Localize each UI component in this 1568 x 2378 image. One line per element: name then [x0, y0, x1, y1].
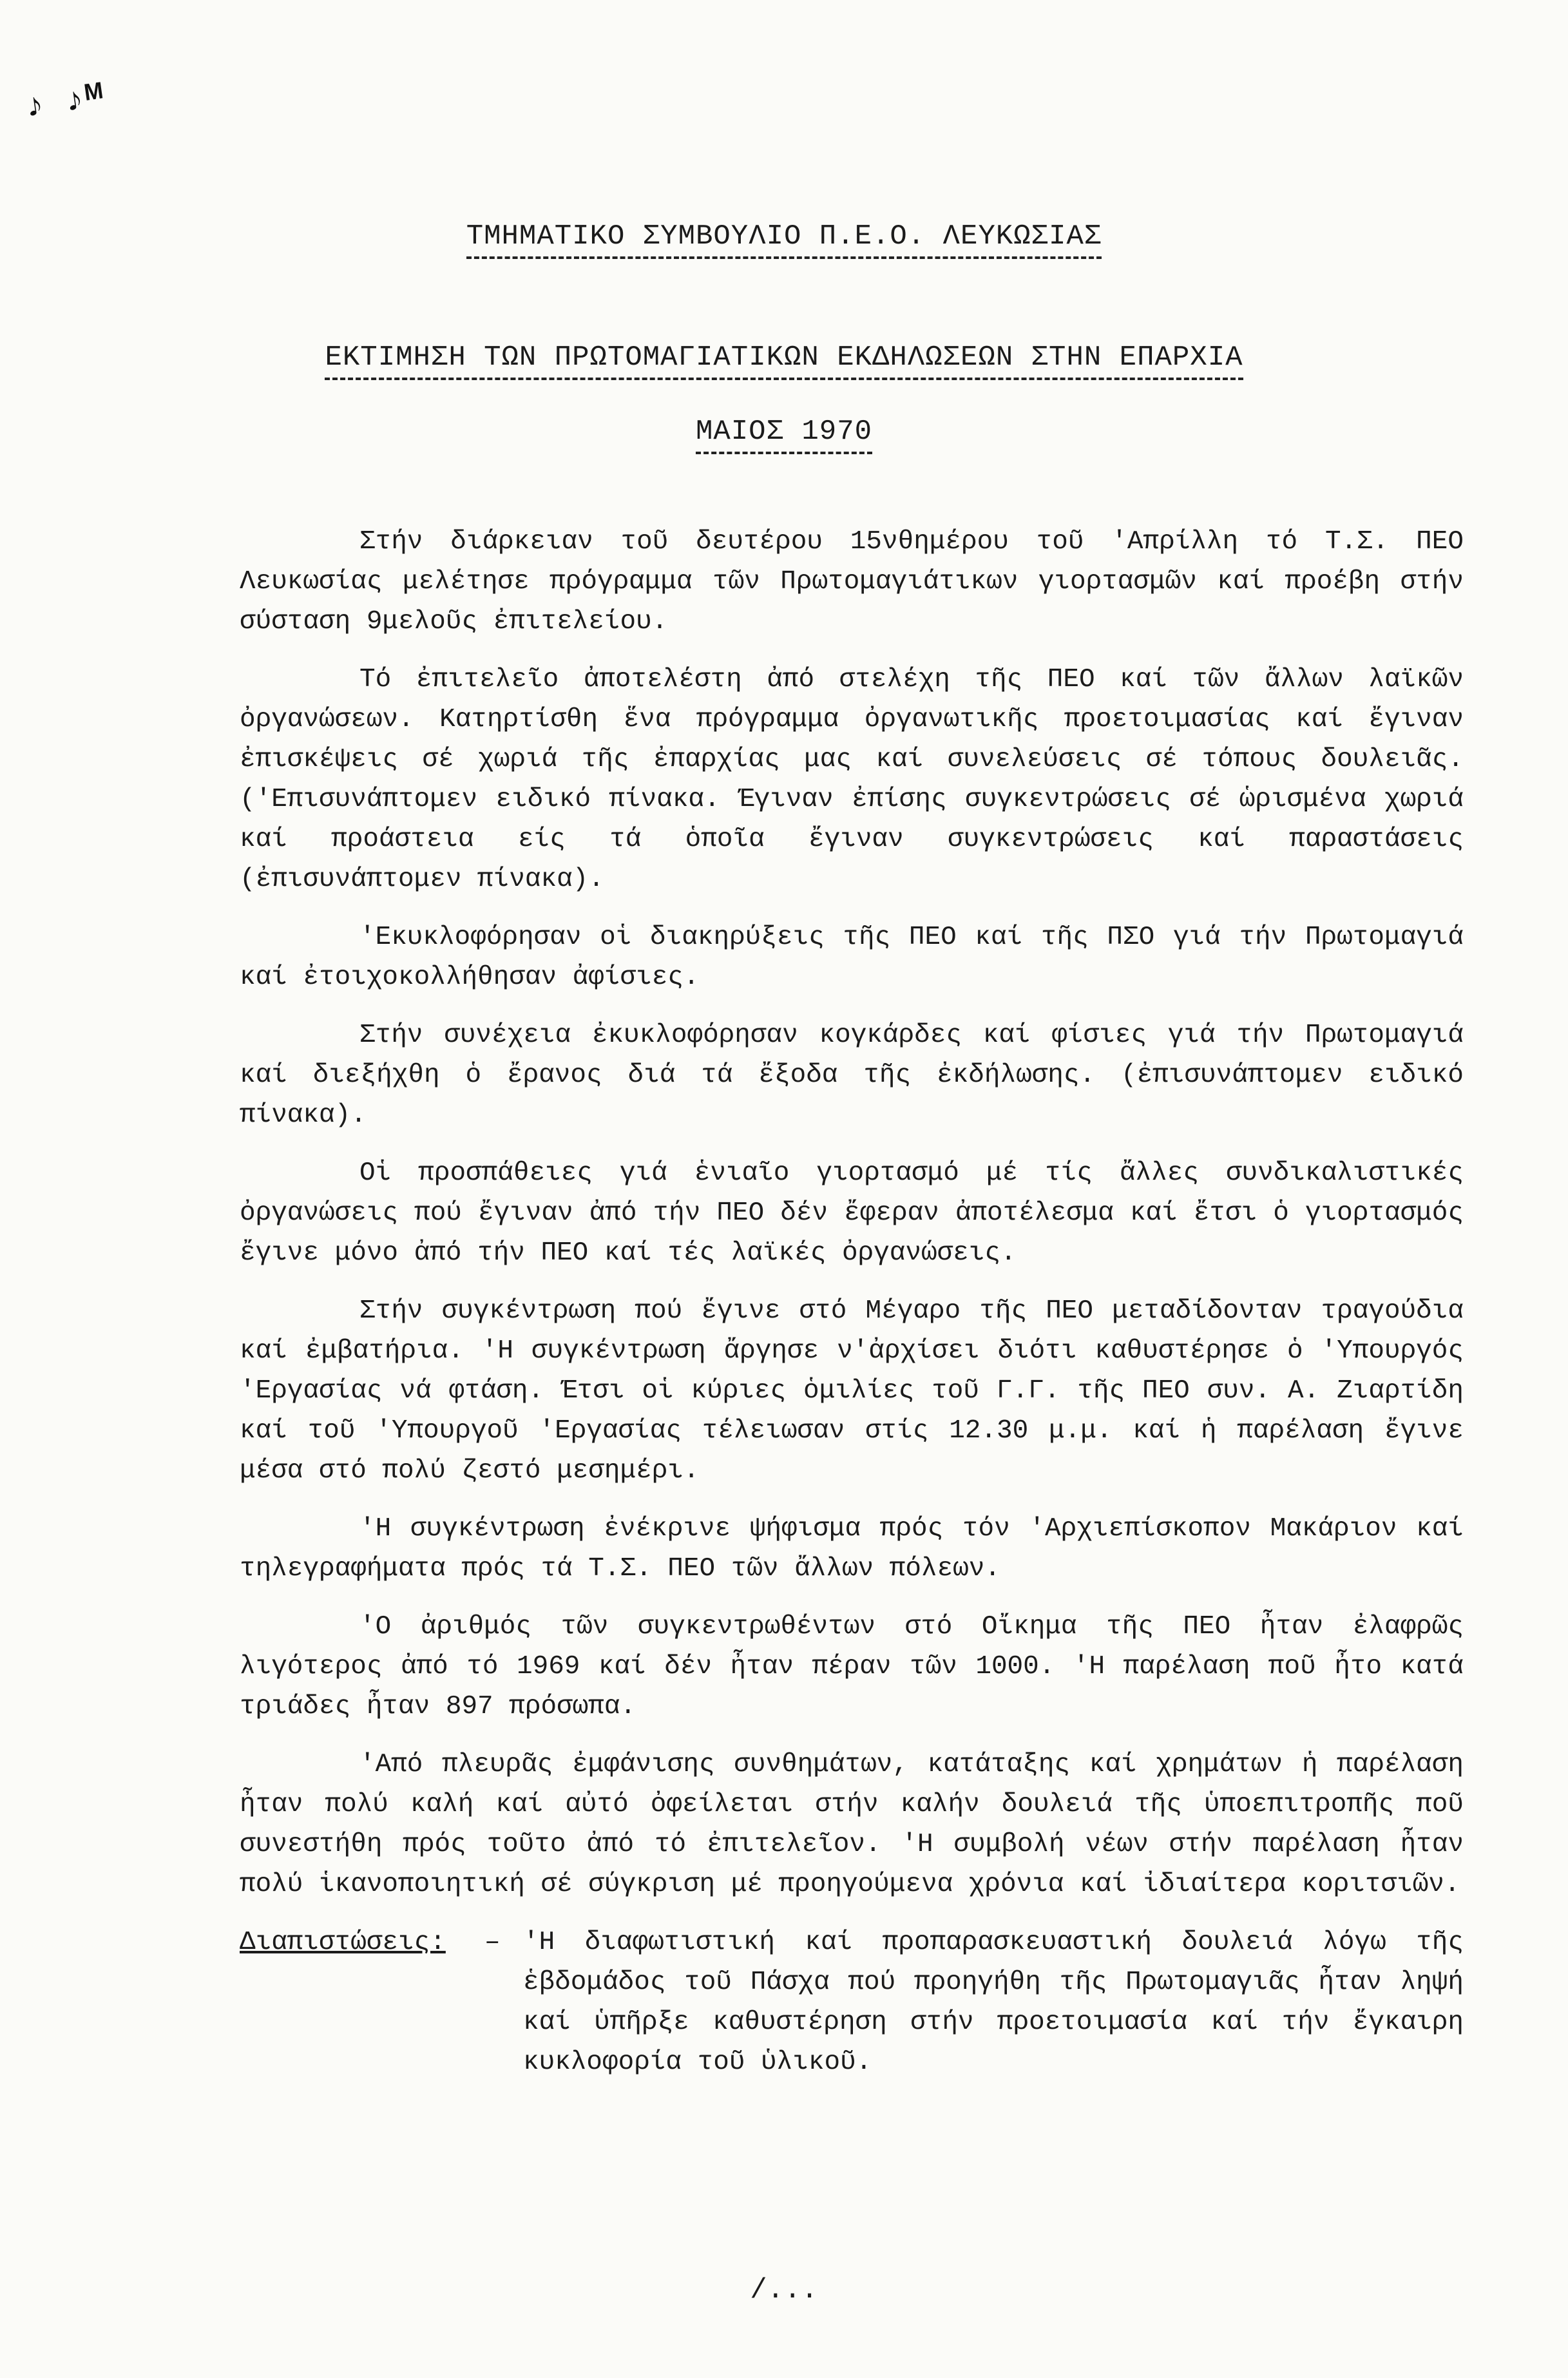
- paragraph: 'Ο ἀριθμός τῶν συγκεντρωθέντων στό Οἴκημα τῆς ΠΕΟ ἦταν ἐλαφρῶς λιγότερος ἀπό τό 1969 καί δέν ἦταν πέραν τῶν 1000. 'Η παρέλαση ποῦ ἦτο κατά τριάδες ἦταν 897 πρόσωπα.: [240, 1612, 1464, 1721]
- paragraph: Στήν συγκέντρωση πού ἔγινε στό Μέγαρο τῆς ΠΕΟ μεταδίδονταν τραγούδια καί ἐμβατήρια. 'Η συγκέντρωση ἄργησε ν'ἀρχίσει διότι καθυστέρησε ὁ 'Υπουργός 'Εργασίας νά φτάση. Έτσι οἱ κύριες ὁμιλίες τοῦ Γ.Γ. τῆς ΠΕΟ συν. Α. Ζιαρτίδη καί τοῦ 'Υπουργοῦ 'Εργασίας τέλειωσαν στίς 12.30 μ.μ. καί ἡ παρέλαση ἔγινε μέσα στό πολύ ζεστό μεσημέρι.: [240, 1296, 1464, 1486]
- document-date: [0, 416, 1568, 448]
- continuation-mark: /...: [750, 2274, 818, 2306]
- paragraph: 'Από πλευρᾶς ἐμφάνισης συνθημάτων, κατάταξης καί χρημάτων ἡ παρέλαση ἦταν πολύ καλή καί αὐτό ὀφείλεται στήν καλήν δουλειά τῆς ὑποεπιτροπῆς ποῦ συνεστήθη πρός τοῦτο ἀπό τό ἐπιτελεῖον. 'Η συμβολή νέων στήν παρέλαση ἦταν πολύ ἱκανοποιητική σέ σύγκριση μέ προηγούμενα χρόνια καί ἰδιαίτερα κοριτσιῶν.: [240, 1750, 1464, 1899]
- findings-label: Διαπιστώσεις:: [240, 1928, 446, 1957]
- paragraph: 'Εκυκλοφόρησαν οἱ διακηρύξεις τῆς ΠΕΟ καί τῆς ΠΣΟ γιά τήν Πρωτομαγιά καί ἐτοιχοκολλήθησαν ἀφίσιες.: [240, 923, 1464, 992]
- document-title: [0, 341, 1568, 374]
- document-date-text: ΜΑΙΟΣ 1970: [696, 416, 872, 454]
- paragraph: 'Η συγκέντρωση ἐνέκρινε ψήφισμα πρός τόν 'Αρχιεπίσκοπον Μακάριον καί τηλεγραφήματα πρός τά Τ.Σ. ΠΕΟ τῶν ἄλλων πόλεων.: [240, 1514, 1464, 1584]
- document-body: [240, 522, 1464, 2082]
- findings-text: 'Η διαφωτιστική καί προπαρασκευαστική δουλειά λόγω τῆς ἑβδομάδος τοῦ Πάσχα πού προηγήθη τῆς Πρωτομαγιᾶς ἦταν ληψή καί ὑπῆρξε καθυστέρηση στήν προετοιμασία καί τήν ἔγκαιρη κυκλοφορία τοῦ ὑλικοῦ.: [523, 1928, 1464, 2077]
- findings-section: [240, 1923, 1464, 2082]
- paragraph: Τό ἐπιτελεῖο ἀποτελέστη ἀπό στελέχη τῆς ΠΕΟ καί τῶν ἄλλων λαϊκῶν ὀργανώσεων. Κατηρτίσθη ἕνα πρόγραμμα ὀργανωτικῆς προετοιμασίας καί ἔγιναν ἐπισκέψεις σέ χωριά τῆς ἐπαρχίας μας καί συνελεύσεις σέ τόπους δουλειᾶς.('Επισυνάπτομεν ειδικό πίνακα. Έγιναν ἐπίσης συγκεντρώσεις σέ ὡρισμένα χωριά καί προάστεια είς τά ὁποῖα ἔγιναν συγκεντρώσεις καί παραστάσεις (ἐπισυνάπτομεν πίνακα).: [240, 665, 1464, 894]
- handwritten-corner-mark: ♪ ♪ᴹ: [22, 78, 108, 128]
- council-header: [0, 220, 1568, 253]
- document-title-text: ΕΚΤΙΜΗΣΗ ΤΩΝ ΠΡΩΤΟΜΑΓΙΑΤΙΚΩΝ ΕΚΔΗΛΩΣΕΩΝ ΣΤΗΝ ΕΠΑΡΧΙΑ: [325, 341, 1243, 380]
- paragraph: Οἱ προσπάθειες γιά ἑνιαῖο γιορτασμό μέ τίς ἄλλες συνδικαλιστικές ὀργανώσεις πού ἔγιναν ἀπό τήν ΠΕΟ δέν ἔφεραν ἀποτέλεσμα καί ἔτσι ὁ γιορτασμός ἔγινε μόνο ἀπό τήν ΠΕΟ καί τές λαϊκές ὀργανώσεις.: [240, 1158, 1464, 1268]
- findings-dash: –: [484, 1928, 501, 1957]
- paragraph: Στήν διάρκειαν τοῦ δευτέρου 15νθημέρου τοῦ 'Απρίλλη τό Τ.Σ. ΠΕΟ Λευκωσίας μελέτησε πρόγραμμα τῶν Πρωτομαγιάτικων γιορτασμῶν καί προέβη στήν σύσταση 9μελοῦς ἐπιτελείου.: [240, 527, 1464, 637]
- paragraph: Στήν συνέχεια ἐκυκλοφόρησαν κογκάρδες καί φίσιες γιά τήν Πρωτομαγιά καί διεξήχθη ὁ ἔρανος διά τά ἔξοδα τῆς ἐκδήλωσης. (ἐπισυνάπτομεν ειδικό πίνακα).: [240, 1021, 1464, 1130]
- council-header-text: ΤΜΗΜΑΤΙΚΟ ΣΥΜΒΟΥΛΙΟ Π.Ε.Ο. ΛΕΥΚΩΣΙΑΣ: [466, 220, 1102, 259]
